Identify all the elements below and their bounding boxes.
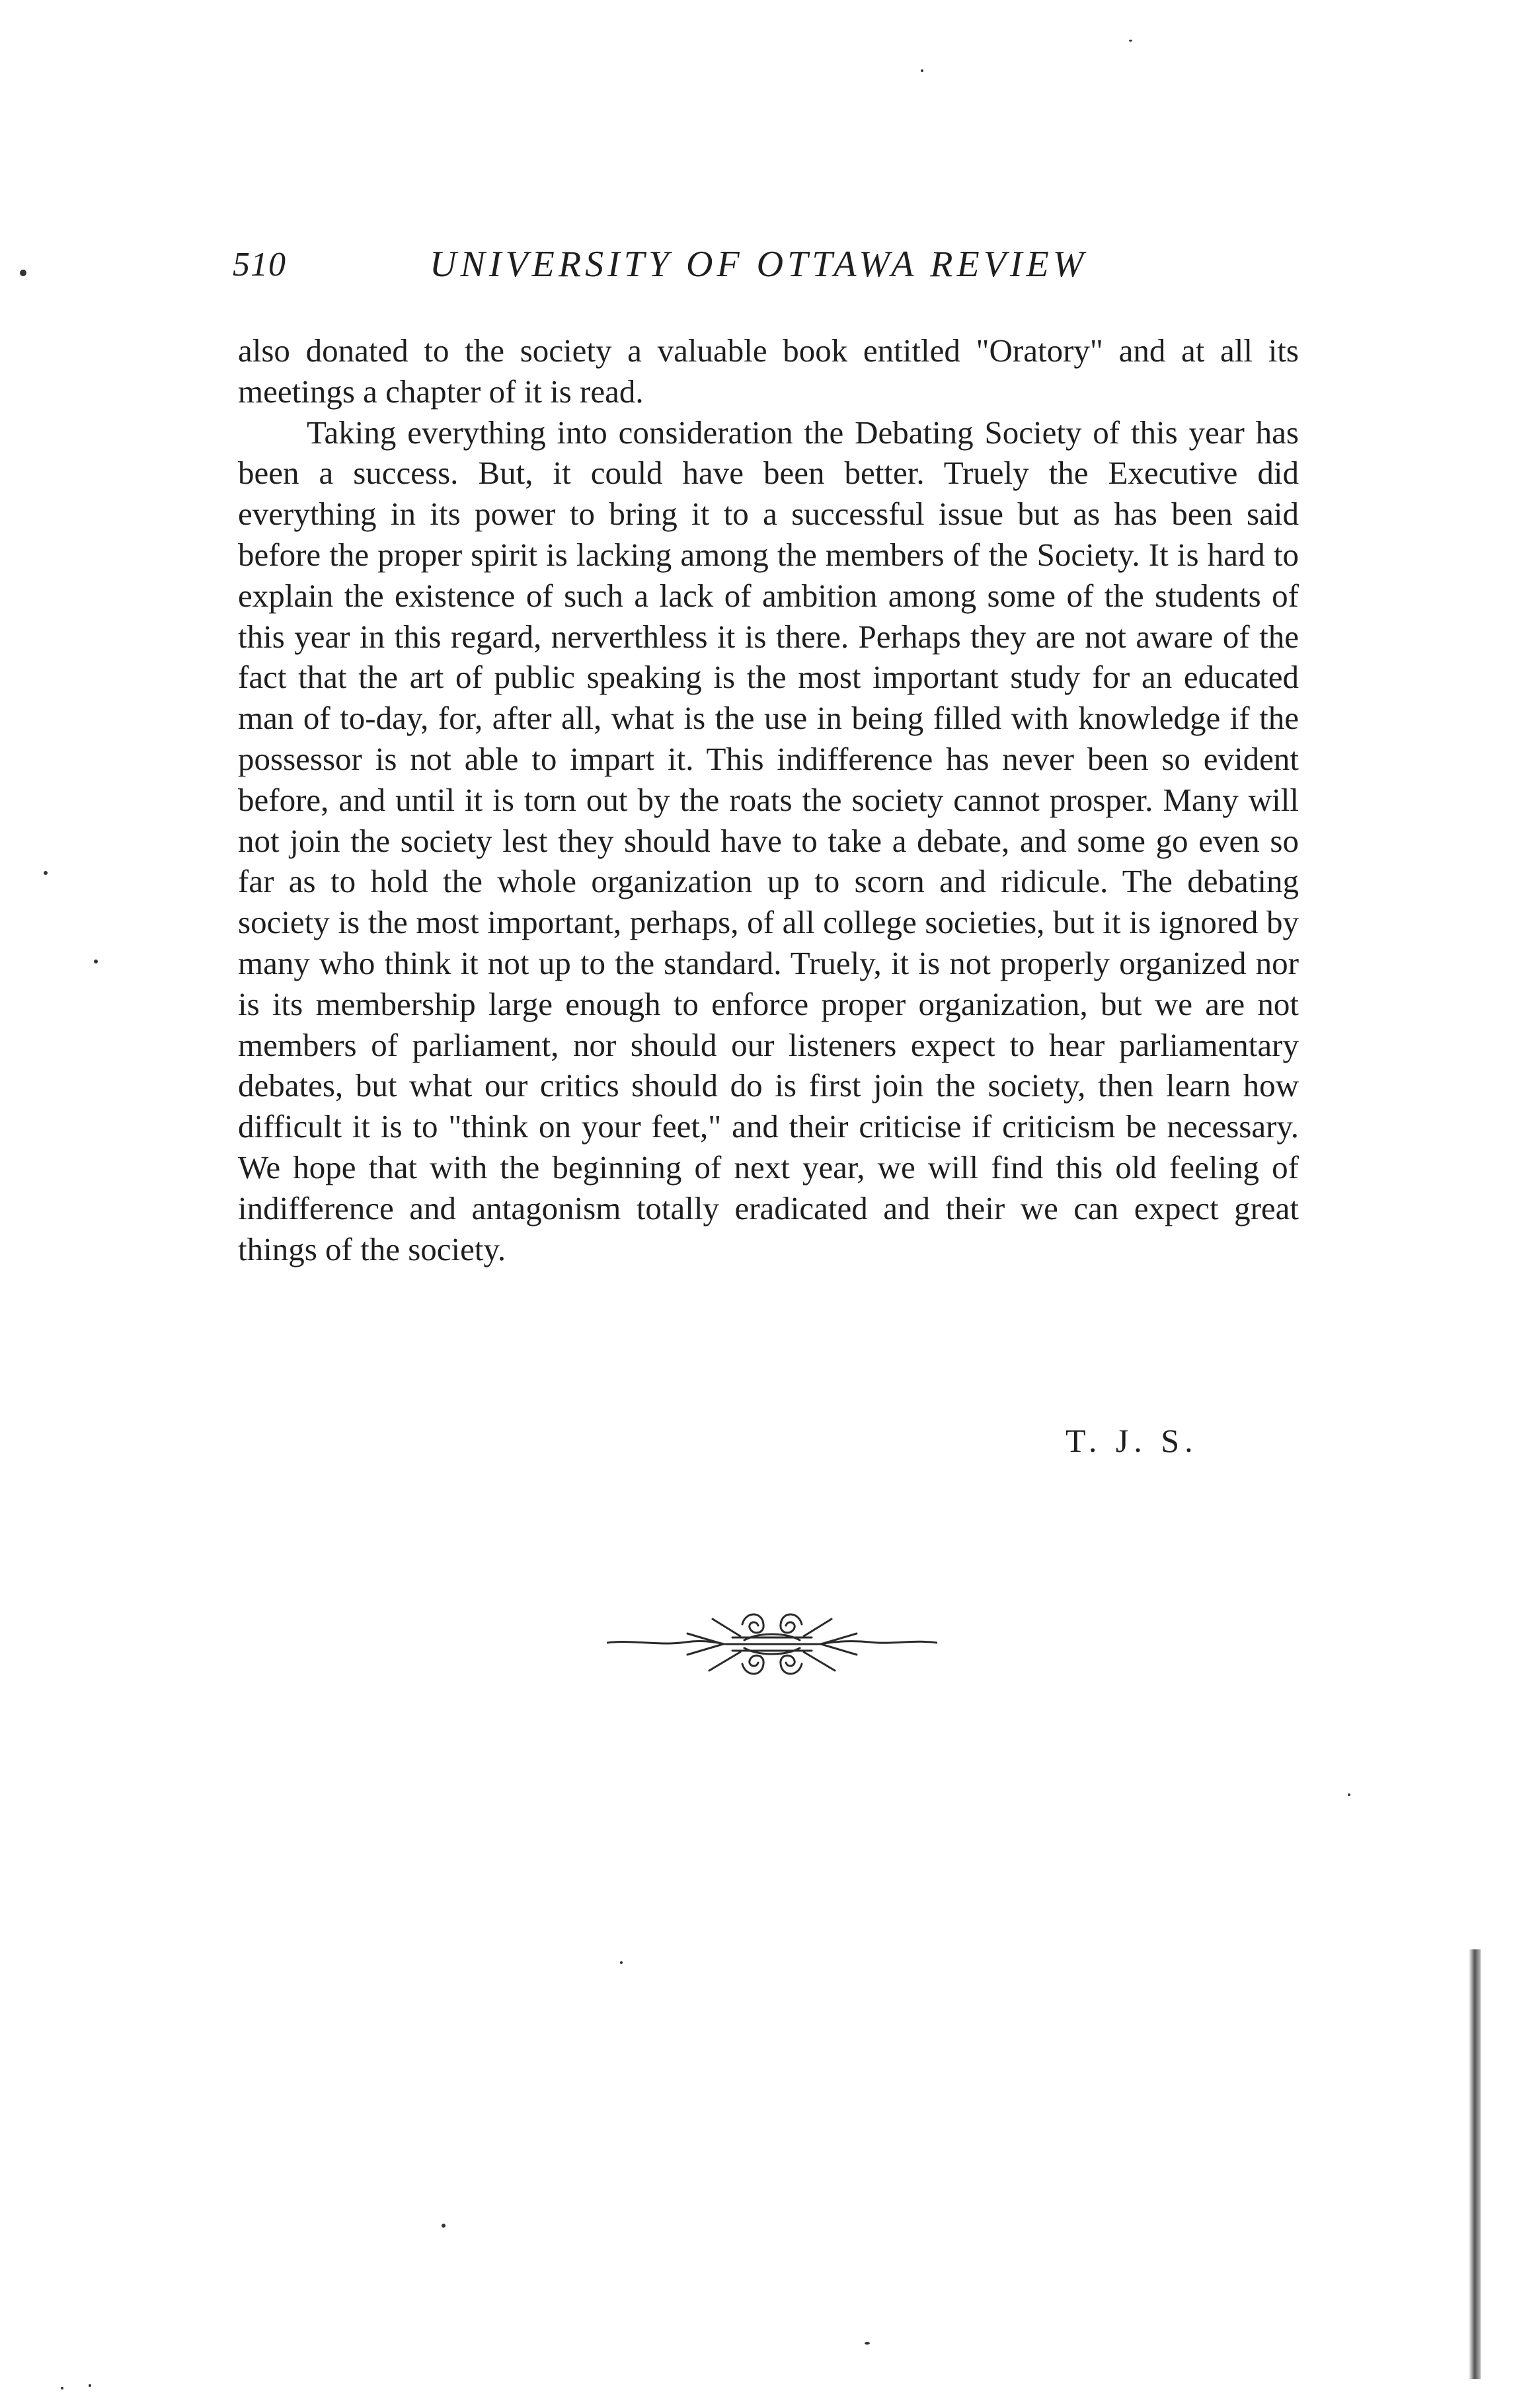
- paragraph-continuation: also donated to the society a valuable book entitled "Oratory" and at all its meetings a chapter of it is read.: [238, 332, 1299, 410]
- scan-edge: [1469, 1949, 1481, 2379]
- scan-speck: [61, 2387, 63, 2389]
- scan-speck: [921, 69, 923, 72]
- page-header: [0, 0, 1513, 317]
- running-title: UNIVERSITY OF OTTAWA REVIEW: [430, 244, 1088, 285]
- scan-speck: [1348, 1793, 1350, 1796]
- author-initials: T. J. S.: [1066, 1422, 1198, 1459]
- body-text: [238, 330, 1299, 1269]
- scan-speck: [620, 1961, 623, 1964]
- scan-speck: [20, 270, 26, 276]
- scroll-flourish-icon: [607, 1598, 937, 1687]
- scan-speck: [442, 2224, 446, 2228]
- scan-speck: [1129, 40, 1132, 42]
- scan-speck: [89, 2384, 91, 2387]
- scan-speck: [94, 959, 98, 963]
- scan-speck: [44, 871, 48, 875]
- paragraph-debating-society: Taking everything into consideration the Debating Society of this year has been a success. But, it could have been better. Truely the Executive did everything in its power to bring it to a successful issue but as has been said before the proper spirit is lacking among the members of the Society. It is hard to explain the existence of such a lack of ambition among some of the students of this year in this regard, nerverthless it is there. Perhaps they are not aware of the fact that the art of public speaking is the most important study for an educated man of to-day, for, after all, what is the use in being filled with knowledge if the possessor is not able to impart it. This indifference has never been so evident before, and until it is torn out by the roats the society cannot prosper. Many will not join the society lest they should have to take a debate, and some go even so far as to hold the whole organization up to scorn and ridicule. The debating society is the most important, perhaps, of all college societies, but it is ignored by many who think it not up to the standard. Truely, it is not properly organized nor is its membership large enough to enforce proper organization, but we are not members of parliament, nor should our listeners expect to hear parliamentary debates, but what our critics should do is first join the society, then learn how difficult it is to "think on your feet," and their criticise if criticism be necessary. We hope that with the beginning of next year, we will find this old feeling of indifference and antagonism totally eradicated and their we can expect great things of the society.: [238, 414, 1299, 1267]
- scan-speck: [865, 2342, 870, 2345]
- page-number: 510: [233, 246, 286, 283]
